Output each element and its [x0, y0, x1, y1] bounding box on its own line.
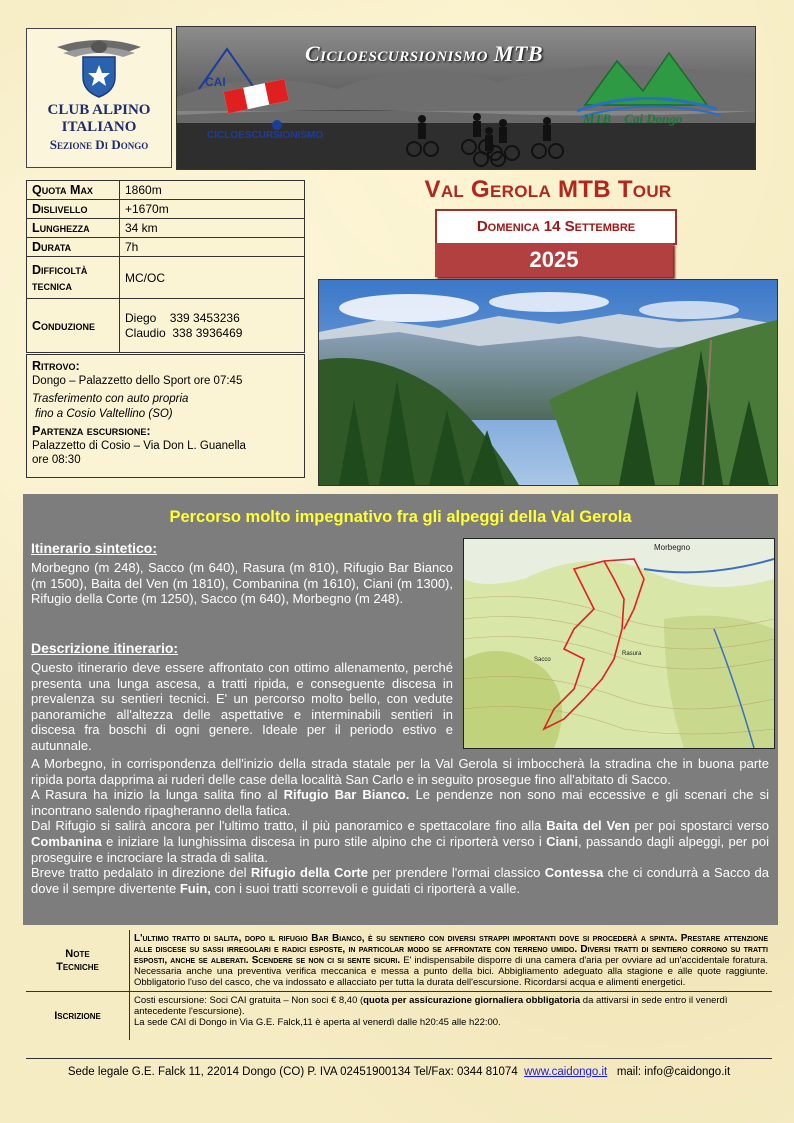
p3-text: A Rasura ha inizio la lunga salita fino al: [31, 787, 284, 803]
iscrizione-text: da attivarsi in sede entro il venerdì antecedente l'escursione).: [134, 995, 728, 1017]
map-label-morbegno: Morbegno: [654, 543, 691, 552]
iscrizione-hours: La sede CAI di Dongo in Via G.E. Falck,11 è aperta al venerdì dalle h20:45 alle h22:00.: [134, 1017, 501, 1028]
info-row: [27, 299, 305, 353]
info-table: [26, 180, 305, 353]
map-label-rasura: Rasura: [622, 651, 642, 657]
mtb-text: MTB: [583, 111, 612, 126]
notes-table: [26, 930, 772, 1040]
info-row: [27, 219, 305, 238]
p3-text: Le pendenze non sono mai eccessive e gli scenari che si incontrano salendo ripagheranno della fatica.: [31, 787, 769, 818]
info-label-durata: Durata: [27, 238, 120, 257]
notes-label-line-1: Note: [65, 947, 90, 960]
description-paragraph-1: Questo itinerario deve essere affrontato con ottimo allenamento, perché presenta una lunga ascesa, a tratti ripida, e conseguente discesa in prevalenza su sentieri tecnici. E' un percorso molto bello, con vedute panoramiche all'altezza delle aspettative e interminabili sentieri in discesa fra boschi di ogni genere. Ideale per il periodo estivo e autunnale.: [31, 660, 453, 753]
guide-row: [125, 326, 299, 341]
p3-bold: Rifugio Bar Bianco.: [283, 787, 410, 803]
info-label-quota: Quota Max: [27, 181, 120, 200]
p5-text: per prendere l'ormai classico: [367, 865, 545, 881]
description-paragraph-5: [31, 865, 769, 896]
header-banner: [176, 26, 756, 170]
guide-row: [125, 311, 299, 326]
p5-text: con i suoi tratti scorrevoli e guidati ci riporterà a valle.: [210, 880, 521, 896]
info-value-durata: 7h: [120, 238, 305, 257]
cai-eagle-logo-icon: [53, 33, 145, 99]
description-paragraph-2: A Morbegno, in corrispondenza dell'inizio della strada statale per la Val Gerola si imboccherà la stradina che in buona parte ripida porta dapprima ai ruderi delle case della località San Carlo e in seguito prosegue fino all'abitato di Sacco.: [31, 756, 769, 787]
info-value-dislivello: +1670m: [120, 200, 305, 219]
ritrovo-label: Ritrovo:: [32, 359, 80, 373]
meeting-box: [26, 354, 305, 478]
info-value-conduzione: [120, 299, 305, 353]
cai-dongo-text: Cai Dongo: [624, 111, 683, 126]
itinerary-title: Itinerario sintetico:: [31, 540, 158, 556]
p4-text: , passando dagli alpeggi, per poi proseguire e incrociare la strada di salita.: [31, 833, 769, 865]
iscrizione-row: [26, 992, 772, 1041]
p5-bold: Fuin,: [179, 880, 211, 896]
guide-name: Diego: [125, 310, 157, 325]
cai-logo-box: [26, 28, 172, 168]
footer-divider: [26, 1058, 772, 1059]
info-row: [27, 200, 305, 219]
main-panel: [23, 494, 778, 925]
iscrizione-content: [130, 992, 773, 1041]
p5-bold: Rifugio della Corte: [250, 865, 368, 881]
club-name: [27, 102, 171, 153]
info-label-dislivello: Dislivello: [27, 200, 120, 219]
info-label-difficolta: Difficoltà tecnica: [27, 257, 120, 299]
banner-cicloescursionismo-label: CICLOESCURSIONISMO: [207, 130, 324, 141]
p4-bold: Ciani: [546, 833, 578, 849]
guide-phone: 338 3936469: [172, 325, 243, 340]
club-line-1: CLUB ALPINO: [47, 102, 151, 118]
info-row: [27, 257, 305, 299]
description-title: Descrizione itinerario:: [31, 640, 179, 656]
p4-text: per poi spostarci verso: [629, 818, 769, 834]
p5-text: che ci condurrà a Sacco da dove il sempre divertente: [31, 865, 770, 896]
description-paragraph-3: [31, 787, 769, 818]
club-line-2: ITALIANO: [61, 119, 137, 135]
p4-text: e iniziare la lunghissima discesa in puro stile alpino che ci riporterà verso i: [101, 833, 547, 849]
info-label-conduzione: Conduzione: [27, 299, 120, 353]
guide-name: Claudio: [125, 325, 166, 340]
info-row: [27, 181, 305, 200]
topographic-map-icon: [464, 539, 774, 748]
info-value-quota: 1860m: [120, 181, 305, 200]
p5-bold: Contessa: [544, 865, 604, 881]
notes-caps-text: L'ultimo tratto di salita, dopo il rifugio Bar Bianco, è su sentiero con diversi strappi importanti dove si procederà a spinta. Prestare attenzione alle discese su sassi irregolari e radici esposte, in particolar modo se affrontate con terreno umido. Diversi tratti di sentiero corrono su tratti esposti, anche se alberati. Scendere se non ci si sente sicuri.: [134, 933, 768, 966]
map-label-sacco: Sacco: [534, 657, 551, 663]
p4-bold: Baita del Ven: [546, 818, 630, 834]
info-row: [27, 238, 305, 257]
banner-mtb-label: [583, 111, 682, 127]
info-value-lunghezza: 34 km: [120, 219, 305, 238]
partenza-label: Partenza escursione:: [32, 424, 151, 438]
notes-label: [26, 930, 130, 992]
transfer-line-1: Trasferimento con auto propria: [32, 393, 189, 405]
event-date: Domenica 14 Settembre: [435, 209, 677, 245]
iscrizione-text: Costi escursione: Soci CAI gratuita – Non soci € 8,40 (: [134, 995, 364, 1006]
p5-text: Breve tratto pedalato in direzione del: [31, 865, 251, 881]
itinerary-text: Morbegno (m 248), Sacco (m 640), Rasura (m 810), Rifugio Bar Bianco (m 1500), Baita del Ven (m 1810), Combanina (m 1610), Ciani (m 1300), Rifugio della Corte (m 1250), Sacco (m 640), Morbegno (m 248).: [31, 560, 453, 607]
p4-text: Dal Rifugio si salirà ancora per l'ultimo tratto, il più panoramico e spettacolare fino alla: [31, 818, 547, 834]
partenza-line-2: ore 08:30: [32, 454, 81, 466]
info-label-lunghezza: Lunghezza: [27, 219, 120, 238]
mountain-landscape-icon: [319, 280, 777, 485]
transfer-line-2: fino a Cosio Valtellino (SO): [35, 407, 173, 420]
banner-cai-label: CAI: [205, 75, 226, 89]
info-value-difficolta: MC/OC: [120, 257, 305, 299]
banner-title: Cicloescursionismo MTB: [305, 41, 544, 66]
description-body: [31, 756, 769, 896]
tour-title: Val Gerola MTB Tour: [424, 176, 672, 203]
footer: [26, 1066, 772, 1078]
p4-bold: Combanina: [31, 833, 102, 849]
footer-address: Sede legale G.E. Falck 11, 22014 Dongo (CO) P. IVA 02451900134 Tel/Fax: 0344 81074: [67, 1066, 518, 1078]
notes-row: [26, 930, 772, 992]
notes-label-line-2: Tecniche: [56, 960, 99, 973]
notes-text: E' indispensabile disporre di una camera d'aria per ovviare ad un'accidentale foratura. Necessaria anche una preventiva verifica meccanica e messa a punto della bici. Abbigliamento adeguato alla stagione e alle quote raggiunte. Obbligatorio l'uso del casco, che va indossato e allacciato per tutta la durata dell'escursione. Ricordarsi acqua e alimenti energetici.: [134, 955, 769, 988]
notes-content: [130, 930, 773, 992]
description-paragraph-4: [31, 818, 769, 865]
ritrovo-text: Dongo – Palazzetto dello Sport ore 07:45: [32, 374, 243, 387]
guide-phone: 339 3453236: [169, 310, 240, 325]
footer-mail: mail: info@caidongo.it: [616, 1066, 731, 1078]
landscape-photo: [318, 279, 778, 486]
event-year: 2025: [435, 243, 673, 277]
partenza-line-1: Palazzetto di Cosio – Via Don L. Guanella: [32, 439, 246, 452]
iscrizione-label: Iscrizione: [26, 992, 130, 1041]
website-link[interactable]: www.caidongo.it: [524, 1066, 608, 1078]
headline: Percorso molto impegnativo fra gli alpeggi della Val Gerola: [169, 508, 632, 526]
iscrizione-bold: quota per assicurazione giornaliera obbligatoria: [363, 995, 581, 1006]
route-map: [463, 538, 775, 749]
club-section: Sezione Di Dongo: [49, 137, 149, 152]
